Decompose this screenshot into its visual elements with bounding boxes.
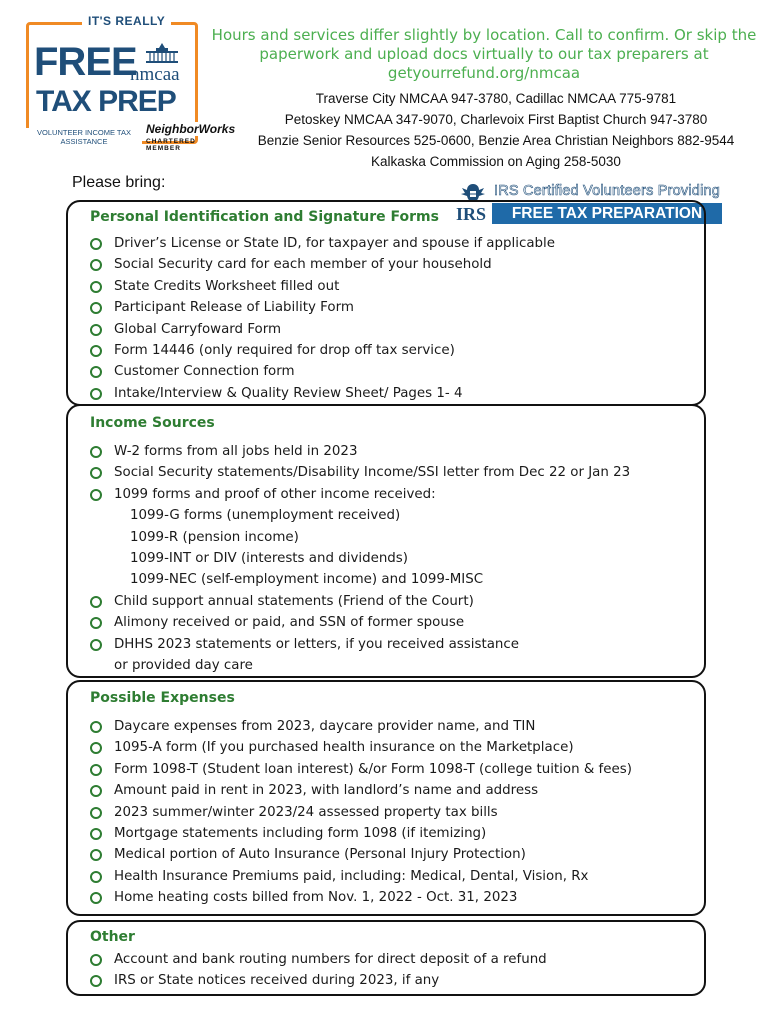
- list-item: Home heating costs billed from Nov. 1, 2022 - Oct. 31, 2023: [90, 887, 696, 908]
- circle-bullet-icon: [90, 388, 102, 400]
- location-contacts: [226, 88, 766, 172]
- circle-bullet-icon: [90, 345, 102, 357]
- section-title: Possible Expenses: [90, 690, 235, 706]
- contact-line: Traverse City NMCAA 947-3780, Cadillac NMCAA 775-9781: [315, 91, 677, 106]
- list-subitem: 1099-G forms (unemployment received): [130, 508, 401, 524]
- list-item: Form 1098-T (Student loan interest) &/or Form 1098-T (college tuition & fees): [90, 759, 696, 780]
- list-item: Social Security statements/Disability Income/SSI letter from Dec 22 or Jan 23: [90, 462, 696, 483]
- neighborworks-chartered-text: CHARTERED MEMBER: [146, 138, 196, 152]
- circle-bullet-icon: [90, 446, 102, 458]
- circle-bullet-icon: [90, 785, 102, 797]
- circle-bullet-icon: [90, 975, 102, 987]
- free-tax-prep-logo: [26, 14, 236, 156]
- circle-bullet-icon: [90, 721, 102, 733]
- circle-bullet-icon: [90, 259, 102, 271]
- section-income-sources: [66, 404, 706, 678]
- circle-bullet-icon: [90, 238, 102, 250]
- checklist: [90, 441, 696, 676]
- list-item: Child support annual statements (Friend of the Court): [90, 591, 696, 612]
- list-item: W-2 forms from all jobs held in 2023: [90, 441, 696, 462]
- logo-tax-prep-text: TAX PREP: [36, 85, 176, 118]
- list-item: Social Security card for each member of your household: [90, 254, 696, 275]
- section-title: Other: [90, 929, 135, 945]
- section-title: Personal Identification and Signature Forms: [90, 209, 439, 225]
- list-item: DHHS 2023 statements or letters, if you received assistance: [90, 634, 696, 655]
- free-tax-preparation-banner: FREE TAX PREPARATION: [492, 203, 722, 224]
- neighborworks-logo: NeighborWorks: [146, 122, 236, 136]
- circle-bullet-icon: [90, 617, 102, 629]
- circle-bullet-icon: [90, 489, 102, 501]
- circle-bullet-icon: [90, 281, 102, 293]
- checklist: [90, 233, 696, 404]
- section-possible-expenses: [66, 680, 706, 916]
- hours-notice: Hours and services differ slightly by location. Call to confirm. Or skip the paperwork and upload docs virtually to our tax preparers at getyourrefund.org/nmcaa: [211, 26, 757, 82]
- please-bring-heading: Please bring:: [72, 174, 166, 191]
- list-item: Alimony received or paid, and SSN of former spouse: [90, 612, 696, 633]
- circle-bullet-icon: [90, 366, 102, 378]
- list-item-continuation: or provided day care: [114, 658, 253, 674]
- list-subitem: 1099-R (pension income): [130, 529, 299, 545]
- list-item: Mortgage statements including form 1098 (if itemizing): [90, 823, 696, 844]
- contact-line: Kalkaska Commission on Aging 258-5030: [371, 154, 621, 169]
- list-item: Amount paid in rent in 2023, with landlord’s name and address: [90, 780, 696, 801]
- list-item: Medical portion of Auto Insurance (Personal Injury Protection): [90, 844, 696, 865]
- list-item: 1099 forms and proof of other income received:: [90, 484, 696, 505]
- circle-bullet-icon: [90, 639, 102, 651]
- list-item: State Credits Worksheet filled out: [90, 276, 696, 297]
- list-item: Account and bank routing numbers for direct deposit of a refund: [90, 949, 696, 970]
- checklist: [90, 949, 696, 992]
- circle-bullet-icon: [90, 467, 102, 479]
- list-item: Global Carryfoward Form: [90, 319, 696, 340]
- capitol-building-icon: [142, 40, 182, 66]
- circle-bullet-icon: [90, 302, 102, 314]
- list-item: Form 14446 (only required for drop off tax service): [90, 340, 696, 361]
- checklist: [90, 716, 696, 909]
- list-item: 2023 summer/winter 2023/24 assessed property tax bills: [90, 802, 696, 823]
- list-subitem: 1099-INT or DIV (interests and dividends): [130, 551, 409, 567]
- logo-tagline: IT'S REALLY: [82, 14, 171, 28]
- circle-bullet-icon: [90, 954, 102, 966]
- circle-bullet-icon: [90, 742, 102, 754]
- logo-nmcaa-text: nmcaa: [130, 64, 180, 85]
- circle-bullet-icon: [90, 892, 102, 904]
- list-subitem: 1099-NEC (self-employment income) and 1099-MISC: [130, 572, 484, 588]
- irs-mark: IRS: [456, 204, 487, 224]
- circle-bullet-icon: [90, 828, 102, 840]
- section-title: Income Sources: [90, 415, 215, 431]
- logo-free-text: FREE: [34, 40, 137, 84]
- circle-bullet-icon: [90, 596, 102, 608]
- list-item: Participant Release of Liability Form: [90, 297, 696, 318]
- circle-bullet-icon: [90, 807, 102, 819]
- list-item: Customer Connection form: [90, 361, 696, 382]
- circle-bullet-icon: [90, 324, 102, 336]
- circle-bullet-icon: [90, 764, 102, 776]
- circle-bullet-icon: [90, 871, 102, 883]
- list-item: Daycare expenses from 2023, daycare provider name, and TIN: [90, 716, 696, 737]
- circle-bullet-icon: [90, 849, 102, 861]
- contact-line: Petoskey NMCAA 347-9070, Charlevoix First Baptist Church 947-3780: [284, 112, 708, 127]
- logo-vita-text: VOLUNTEER INCOME TAX ASSISTANCE: [26, 128, 142, 146]
- section-other: [66, 920, 706, 996]
- contact-line: Benzie Senior Resources 525-0600, Benzie Area Christian Neighbors 882-9544: [257, 133, 735, 148]
- irs-certified-text: IRS Certified Volunteers Providing: [494, 183, 721, 199]
- list-item: Intake/Interview & Quality Review Sheet/ Pages 1- 4: [90, 383, 696, 404]
- list-item: IRS or State notices received during 2023, if any: [90, 970, 696, 991]
- list-item: Health Insurance Premiums paid, including: Medical, Dental, Vision, Rx: [90, 866, 696, 887]
- section-personal-identification: [66, 200, 706, 406]
- list-item: 1095-A form (If you purchased health insurance on the Marketplace): [90, 737, 696, 758]
- list-item: Driver’s License or State ID, for taxpayer and spouse if applicable: [90, 233, 696, 254]
